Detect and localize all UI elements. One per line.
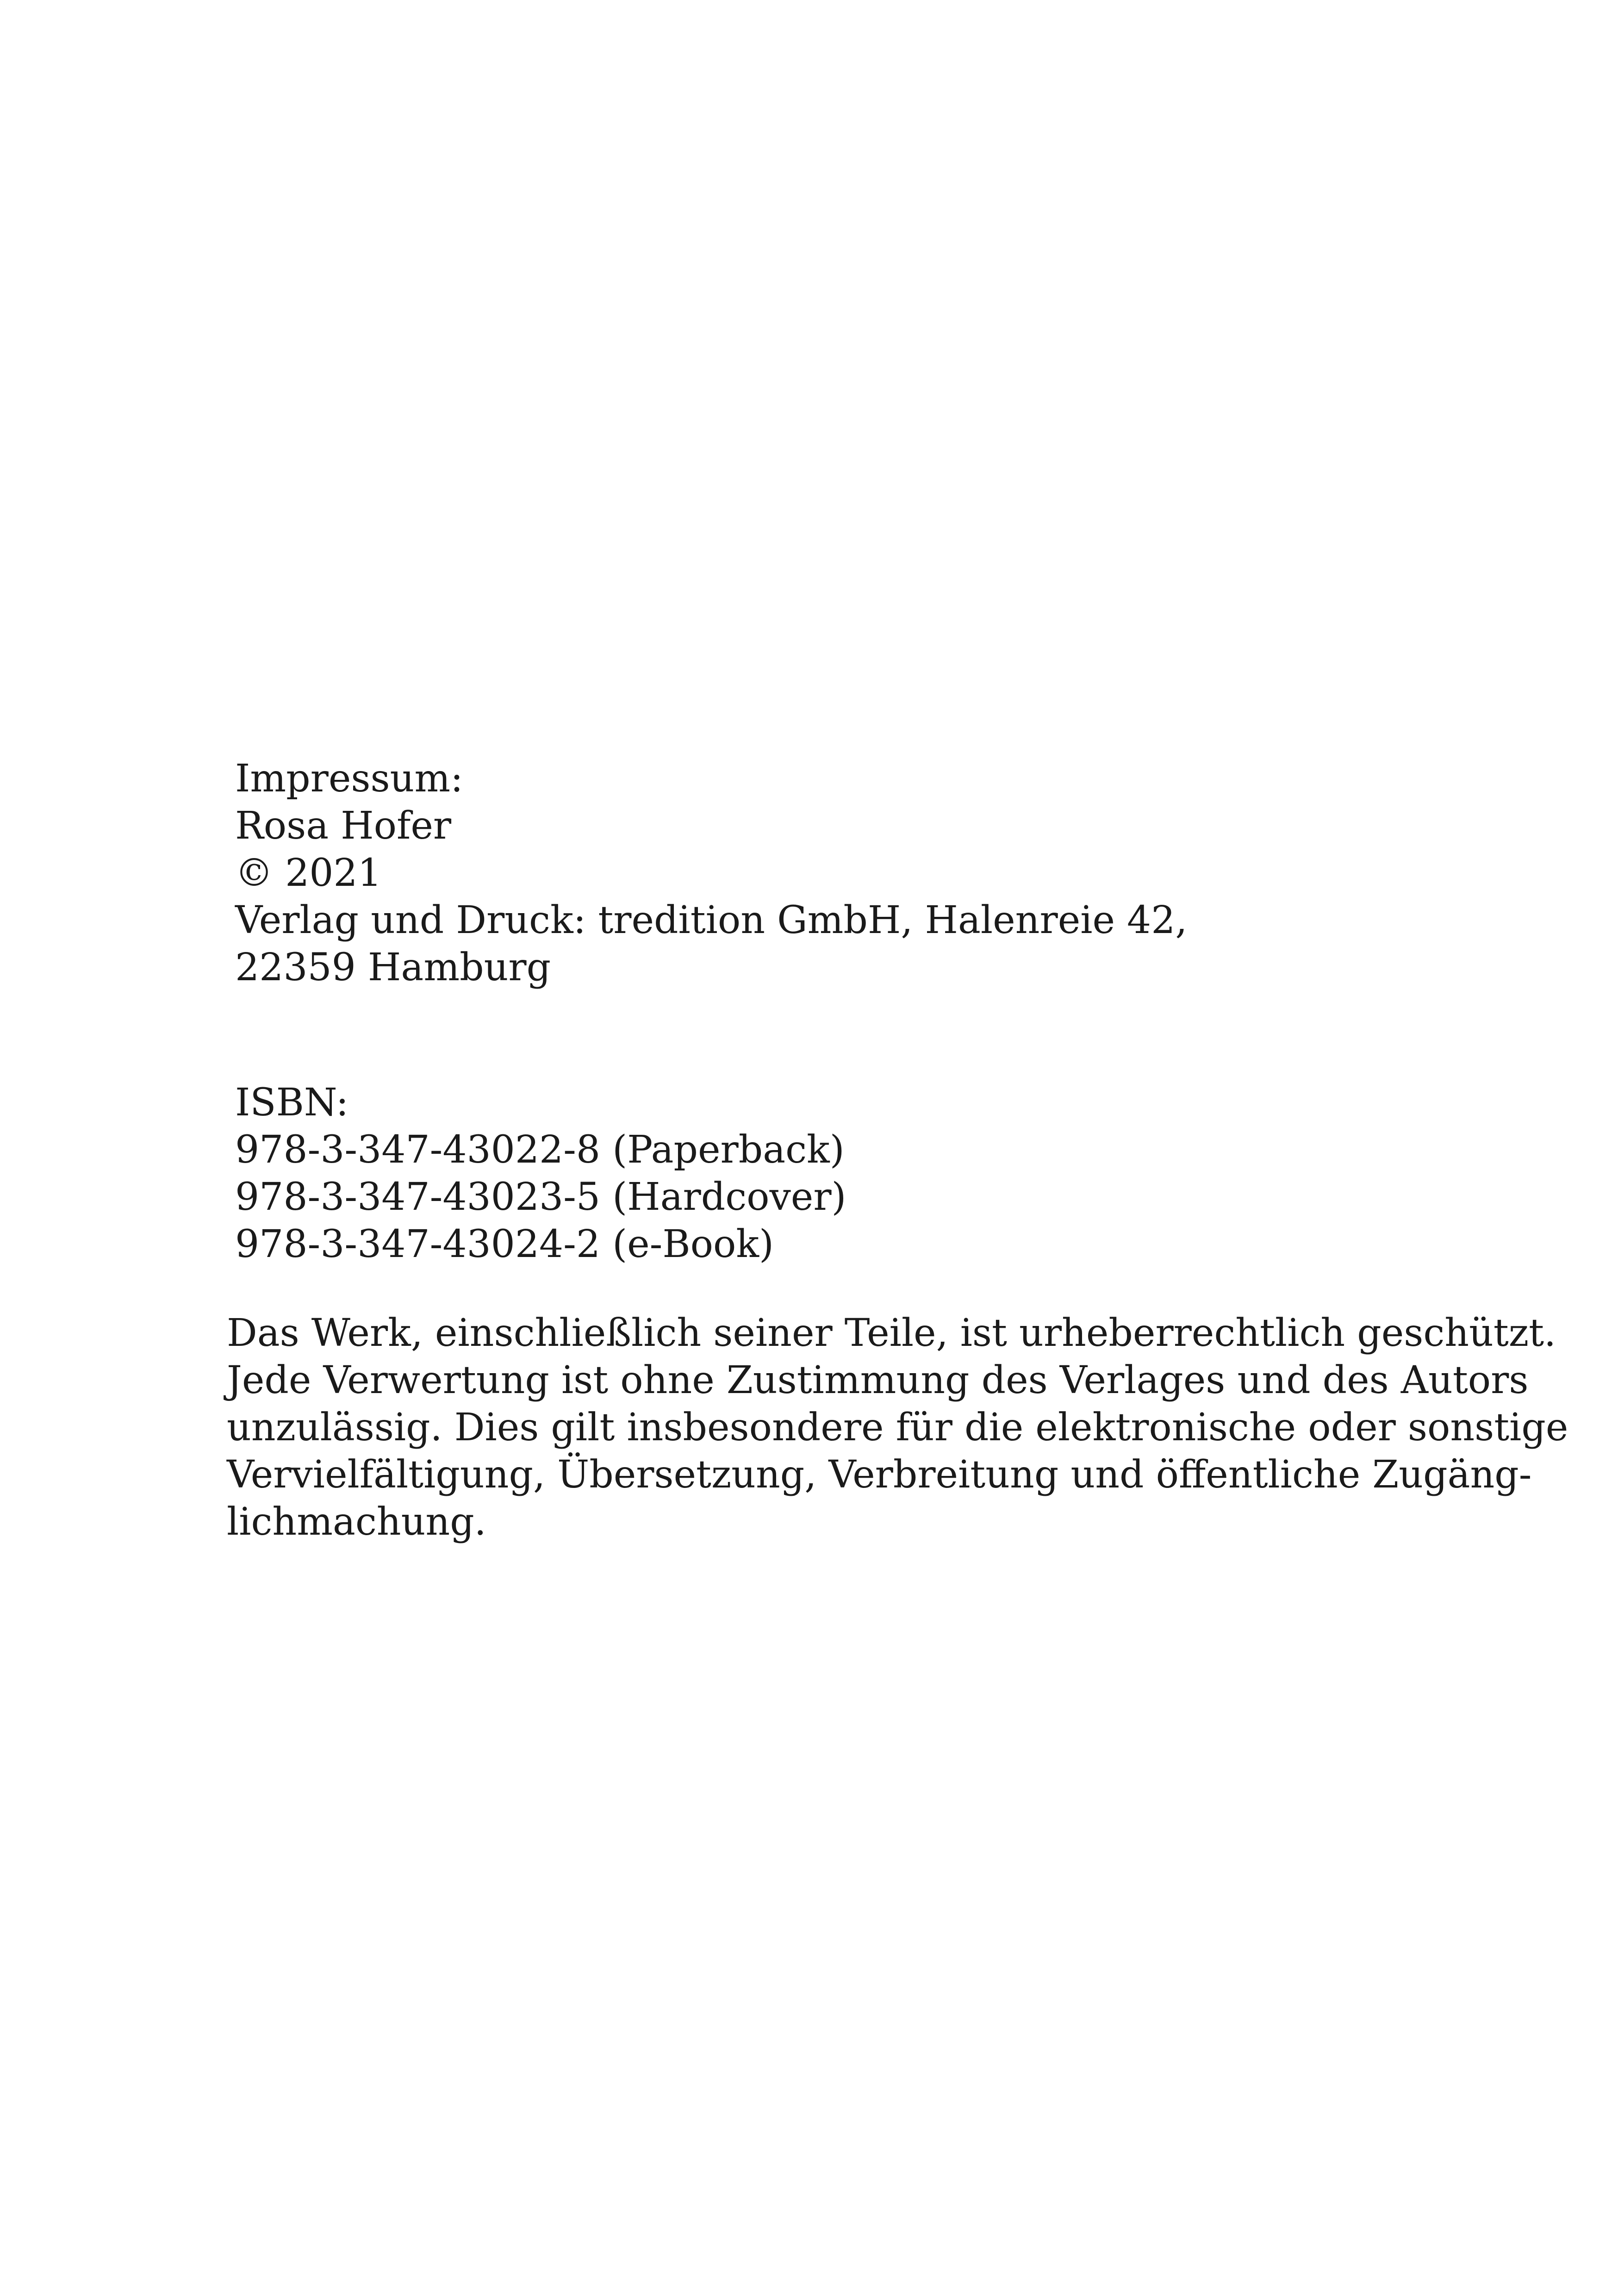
notice-line: lichmachung. xyxy=(227,1500,486,1544)
isbn-section xyxy=(235,1079,846,1268)
isbn-hardcover: 978-3-347-43023-5 (Hardcover) xyxy=(235,1175,846,1219)
isbn-ebook: 978-3-347-43024-2 (e-Book) xyxy=(235,1222,774,1266)
city-line: 22359 Hamburg xyxy=(235,946,551,989)
copyright-notice xyxy=(227,1310,1568,1546)
notice-line: Vervielfältigung, Übersetzung, Verbreitung und öffentliche Zugäng- xyxy=(227,1453,1532,1497)
isbn-paperback: 978-3-347-43022-8 (Paperback) xyxy=(235,1128,845,1172)
imprint-heading: Impressum: xyxy=(235,757,463,801)
isbn-heading: ISBN: xyxy=(235,1081,349,1125)
author-name: Rosa Hofer xyxy=(235,804,452,848)
publisher-line: Verlag und Druck: tredition GmbH, Halenreie 42, xyxy=(235,898,1188,942)
notice-line: Jede Verwertung ist ohne Zustimmung des Verlages und des Autors xyxy=(227,1358,1529,1402)
notice-line: unzulässig. Dies gilt insbesondere für die elektronische oder sonstige xyxy=(227,1406,1568,1450)
notice-line: Das Werk, einschließlich seiner Teile, ist urheberrechtlich geschützt. xyxy=(227,1311,1556,1355)
imprint-section xyxy=(235,755,1187,991)
copyright-line: © 2021 xyxy=(235,851,382,895)
